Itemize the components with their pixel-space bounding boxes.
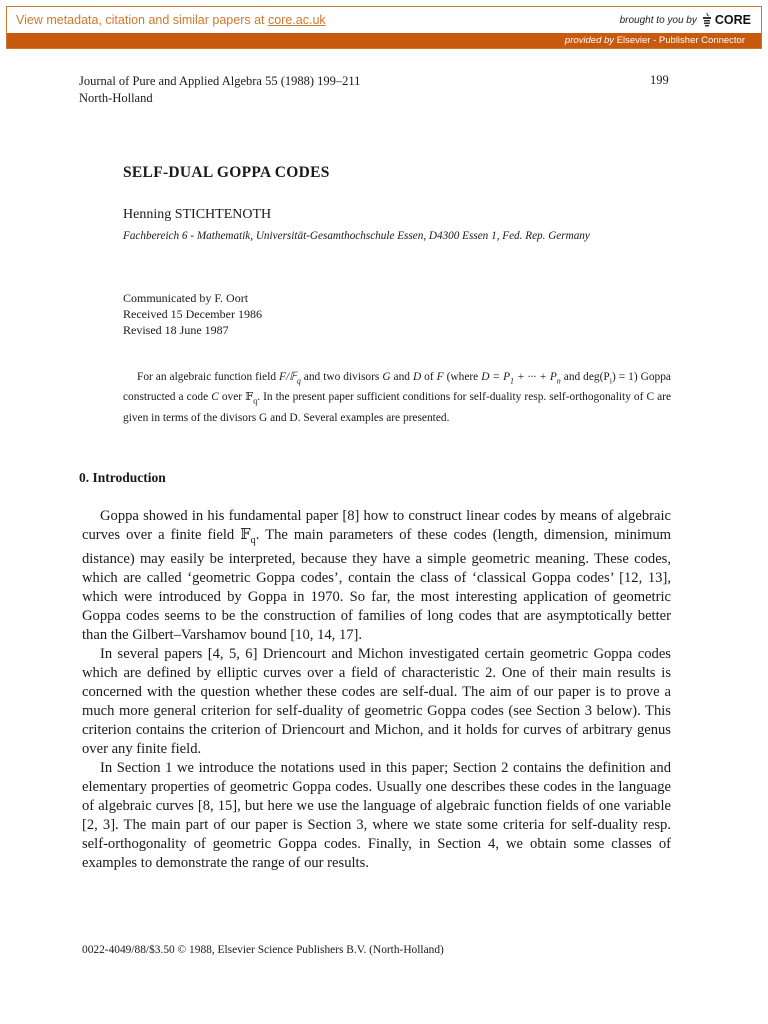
paragraph: In Section 1 we introduce the notations used in this paper; Section 2 contains the definition and elementary properties of geometric Goppa codes. Usually one describes these codes in the language of algebraic curves [8, 15], but here we use the language of algebraic function fields of one variable [2, 3]. The main part of our paper is Section 3, where we state some criteria for self-duality resp. self-orthogonality of geometric Goppa codes. Finally, in Section 4, we obtain some classes of examples to demonstrate the range of our results. [82,759,671,871]
page-number: 199 [650,73,669,87]
abstract-math-sub: q [296,376,301,386]
abstract-text: . In the present paper sufficient conditions for self-duality resp. self-orthogonality of C are given in terms of the divisors G and D. Several examples are presented. [123,391,671,424]
math-sub: q [250,534,256,546]
journal-line: Journal of Pure and Applied Algebra 55 (1988) 199–211 [79,74,361,88]
abstract-text: and two divisors [300,371,383,383]
provided-by-label: provided by [564,35,615,46]
copyright-footer: 0022-4049/88/$3.50 © 1988, Elsevier Science Publishers B.V. (North-Holland) [82,944,444,956]
section-title: Introduction [92,470,166,485]
received-date: Received 15 December 1986 [123,307,262,321]
abstract-text: and [390,371,413,383]
core-banner [6,6,762,49]
abstract-math: F [436,371,444,383]
abstract [123,369,671,426]
abstract-math-sub: n [556,376,561,386]
abstract-math-sub: 1 [510,376,515,386]
paragraph-text: . The main parameters of these codes (length, dimension, minimum distance) may easily be interpreted, because they have a simple geometric meaning. These codes, which are called ‘geometric Goppa codes’, contain the class of ‘classical Goppa codes’ [12, 13], which were introduced by Goppa in 1970. So far, the most interesting application of geometric Goppa codes seems to be the construction of families of long codes that are asymptotically better than the Gilbert–Varshamov bound [10, 14, 17]. [82,527,672,643]
publisher: North-Holland [79,91,153,105]
abstract-math: G [382,371,391,383]
affiliation: Fachbereich 6 - Mathematik, Universität-Gesamthochschule Essen, D4300 Essen 1, Fed. Rep. Germany [123,230,590,242]
abstract-math-text: D = P [481,371,511,383]
abstract-math-sub: q [253,396,258,406]
abstract-math: 𝔽 [245,391,254,404]
abstract-text: and deg(P [560,371,610,383]
core-provided-by [7,33,761,48]
abstract-text: of [421,371,437,383]
abstract-math [279,371,301,386]
abstract-math-text: F/𝔽 [279,371,297,383]
abstract-math-sub: i [609,376,612,386]
abstract-math: D [412,371,422,383]
core-logo-text: CORE [714,13,751,27]
core-link-domain: core.ac.uk [267,13,326,27]
communicated-by: Communicated by F. Oort [123,291,249,305]
abstract-text: (where [443,371,482,383]
abstract-text: over [218,391,246,404]
core-metadata-link[interactable] [16,13,326,27]
abstract-math-text: + ··· + P [514,371,557,383]
provided-by-value: Elsevier - Publisher Connector [616,35,745,46]
author: Henning STICHTENOTH [123,207,272,222]
introduction-body [82,507,671,873]
journal-header [79,73,360,107]
abstract-text: For an algebraic function field [137,371,280,383]
abstract-math: C [211,391,219,404]
section-heading [79,470,166,486]
core-logo[interactable] [701,12,751,28]
core-brought-by [620,12,751,28]
paper-title: SELF-DUAL GOPPA CODES [123,164,330,181]
communication-info [123,290,262,338]
brought-to-you-label: brought to you by [619,14,697,26]
math-field: 𝔽 [240,527,251,543]
paragraph-text: Goppa showed in his fundamental paper [8] how to construct linear codes by means of algebraic curves over a finite field [82,508,671,543]
section-number: 0. [79,470,90,485]
core-apple-icon [701,12,713,28]
core-link-prefix: View metadata, citation and similar papers at [16,13,268,27]
paragraph: In several papers [4, 5, 6] Driencourt and Michon investigated certain geometric Goppa codes which are defined by elliptic curves over a field of characteristic 2. One of their main results is concerned with the question whether these codes are self-dual. The aim of our paper is to prove a much more general criterion for self-duality of geometric Goppa codes (see Section 3 below). This criterion contains the criterion of Driencourt and Michon, and it holds for curves of arbitrary genus over any finite field. [82,645,671,757]
core-banner-top [7,7,761,33]
abstract-text: ) = 1) Goppa constructed a code [123,371,671,404]
revised-date: Revised 18 June 1987 [123,323,229,337]
abstract-math [481,371,561,386]
paragraph [82,507,671,645]
